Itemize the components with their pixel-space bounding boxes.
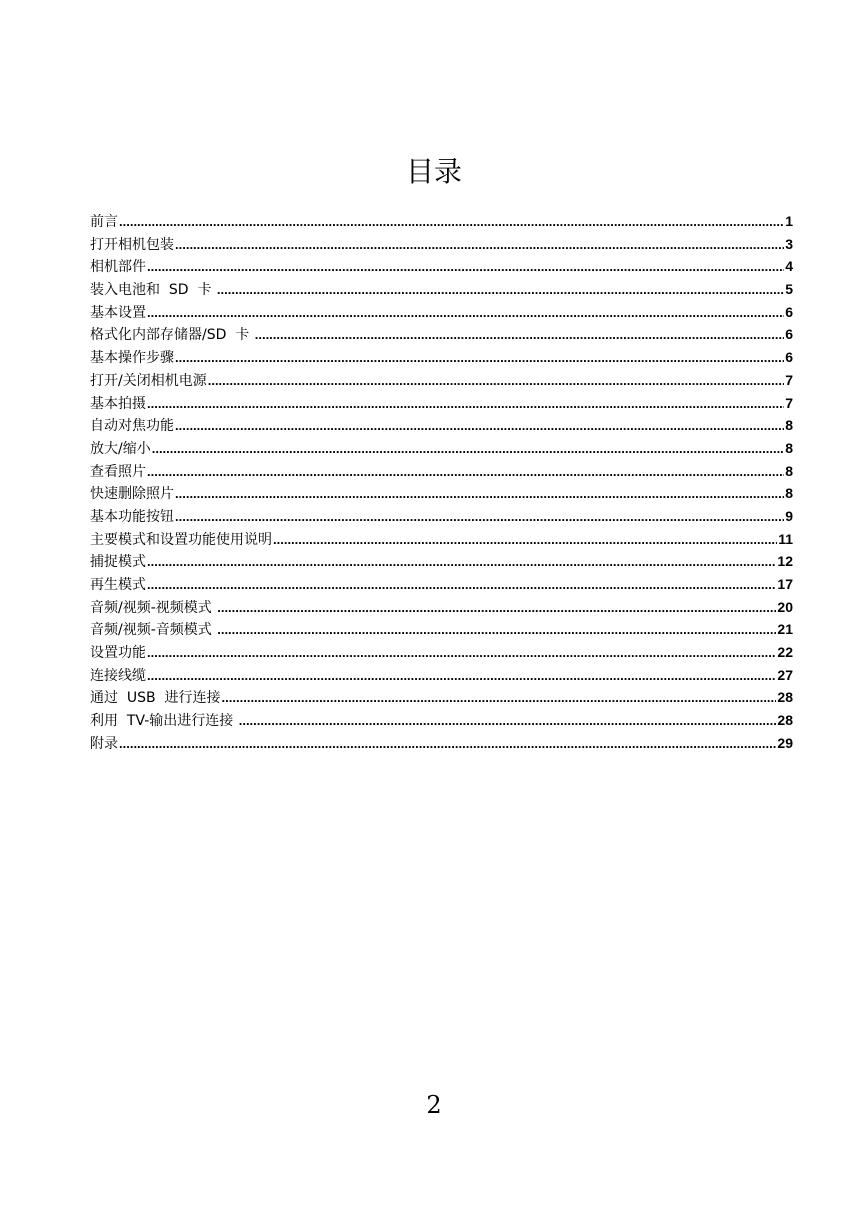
toc-entry-page-number: 6 <box>785 349 793 366</box>
toc-entry-title: 基本设置 <box>90 304 146 321</box>
toc-entry[interactable] <box>90 664 793 687</box>
toc-dot-leader <box>147 302 784 325</box>
toc-dot-leader <box>208 370 784 393</box>
toc-dot-leader <box>175 483 784 506</box>
toc-entry[interactable] <box>90 596 793 619</box>
toc-entry-title: 打开/关闭相机电源 <box>90 372 207 389</box>
toc-entry-title: 捕捉模式 <box>90 554 146 571</box>
toc-entry[interactable] <box>90 255 793 278</box>
toc-entry[interactable] <box>90 732 793 755</box>
toc-entry-page-number: 1 <box>785 213 793 229</box>
toc-dot-leader <box>119 733 776 756</box>
toc-entry-page-number: 5 <box>785 281 793 298</box>
toc-entry[interactable] <box>90 641 793 664</box>
toc-dot-leader <box>175 506 784 529</box>
toc-entry-page-number: 7 <box>785 394 793 411</box>
toc-entry[interactable] <box>90 301 793 324</box>
toc-entry[interactable] <box>90 550 793 573</box>
toc-entry[interactable] <box>90 369 793 392</box>
toc-entry-title: 设置功能 <box>90 645 146 662</box>
toc-dot-leader <box>175 234 784 257</box>
toc-dot-leader <box>175 347 784 370</box>
toc-dot-leader <box>217 619 776 642</box>
toc-entry[interactable] <box>90 278 793 301</box>
toc-dot-leader <box>222 687 777 710</box>
toc-dot-leader <box>273 529 777 552</box>
toc-entry-page-number: 27 <box>777 666 793 683</box>
toc-entry-title: 快速删除照片 <box>90 486 174 503</box>
toc-entry-page-number: 29 <box>777 734 793 751</box>
toc-entry[interactable] <box>90 460 793 483</box>
toc-dot-leader <box>147 393 784 416</box>
toc-dot-leader <box>119 211 784 234</box>
toc-entry[interactable] <box>90 709 793 732</box>
toc-entry[interactable] <box>90 233 793 256</box>
toc-dot-leader <box>147 461 784 484</box>
toc-entry[interactable] <box>90 323 793 346</box>
toc-dot-leader <box>217 597 776 620</box>
toc-entry-title: 基本操作步骤 <box>90 350 174 367</box>
toc-entry-title: 查看照片 <box>90 463 146 480</box>
toc-entry[interactable] <box>90 392 793 415</box>
toc-entry-page-number: 20 <box>777 598 793 615</box>
toc-entry-page-number: 6 <box>785 303 793 320</box>
page-number: 2 <box>426 1091 442 1119</box>
toc-entry-title: 通过 USB 进行连接 <box>90 690 221 707</box>
toc-entry-title: 再生模式 <box>90 577 146 593</box>
toc-entry[interactable] <box>90 573 793 596</box>
toc-entry-title: 格式化内部存储器/SD 卡 <box>90 327 254 344</box>
toc-entry-page-number: 8 <box>785 439 793 456</box>
toc-entry-page-number: 12 <box>777 553 793 570</box>
toc-entry[interactable] <box>90 505 793 528</box>
toc-entry-page-number: 4 <box>785 258 793 275</box>
toc-entry-page-number: 9 <box>785 507 793 524</box>
toc-dot-leader <box>147 665 776 688</box>
toc-title: 目录 <box>405 155 462 188</box>
toc-entry-page-number: 28 <box>777 712 793 729</box>
toc-entry-title: 主要模式和设置功能使用说明 <box>90 531 272 548</box>
toc-entry-page-number: 22 <box>777 644 793 661</box>
toc-dot-leader <box>255 324 784 347</box>
toc-entry-title: 利用 TV-输出进行连接 <box>90 713 238 730</box>
toc-entry-title: 自动对焦功能 <box>90 418 174 435</box>
toc-entry-page-number: 6 <box>785 326 793 343</box>
toc-entry[interactable] <box>90 482 793 505</box>
toc-entry-title: 基本拍摄 <box>90 395 146 412</box>
toc-entry[interactable] <box>90 414 793 437</box>
toc-entry-title: 附录 <box>90 735 118 752</box>
toc-entry[interactable] <box>90 346 793 369</box>
toc-entry-page-number: 17 <box>777 576 793 592</box>
toc-entry-page-number: 11 <box>778 530 793 547</box>
toc-entry-page-number: 3 <box>785 235 793 252</box>
toc-entry-title: 装入电池和 SD 卡 <box>90 282 216 299</box>
toc-entry[interactable] <box>90 210 793 233</box>
toc-dot-leader <box>152 438 784 461</box>
toc-entry-page-number: 28 <box>777 689 793 706</box>
toc-dot-leader <box>147 574 776 597</box>
toc-entry-title: 音频/视频-音频模式 <box>90 622 217 639</box>
toc-entry-page-number: 7 <box>785 371 793 388</box>
toc-dot-leader <box>239 710 777 733</box>
toc-list <box>90 210 793 755</box>
toc-entry-page-number: 8 <box>785 485 793 502</box>
toc-entry-title: 放大/缩小 <box>90 440 151 457</box>
toc-entry[interactable] <box>90 686 793 709</box>
toc-entry-title: 基本功能按钮 <box>90 508 174 525</box>
toc-dot-leader <box>147 256 784 279</box>
toc-entry[interactable] <box>90 437 793 460</box>
toc-dot-leader <box>175 415 784 438</box>
toc-entry-title: 前言 <box>90 214 118 230</box>
toc-entry-title: 相机部件 <box>90 259 146 276</box>
toc-dot-leader <box>147 551 776 574</box>
toc-entry-page-number: 8 <box>785 462 793 479</box>
toc-entry-title: 打开相机包装 <box>90 236 174 253</box>
toc-entry[interactable] <box>90 618 793 641</box>
toc-entry-page-number: 8 <box>785 417 793 434</box>
toc-dot-leader <box>147 642 776 665</box>
toc-entry-title: 音频/视频-视频模式 <box>90 599 217 616</box>
toc-entry-page-number: 21 <box>777 621 793 638</box>
toc-entry[interactable] <box>90 528 793 551</box>
toc-dot-leader <box>217 279 784 302</box>
toc-entry-title: 连接线缆 <box>90 667 146 684</box>
